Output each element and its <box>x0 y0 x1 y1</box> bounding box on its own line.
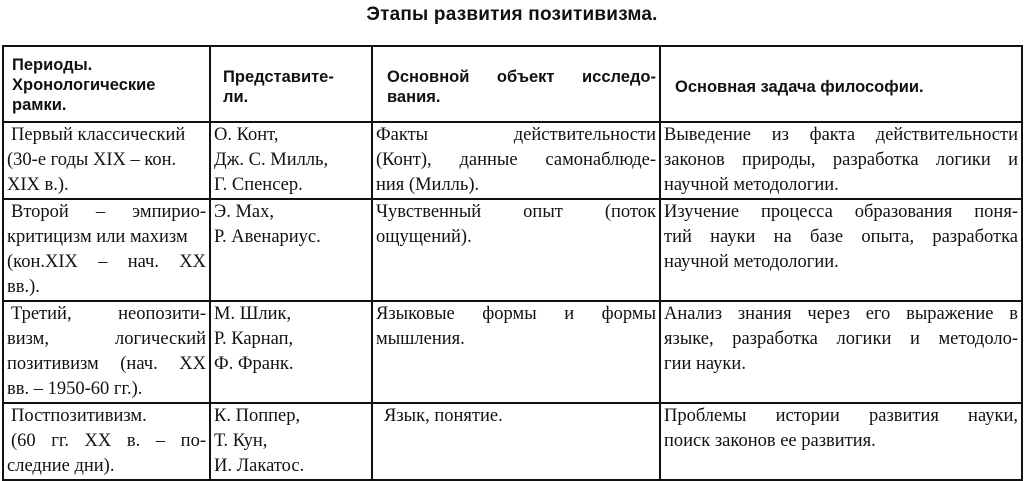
cell-object <box>372 199 660 301</box>
cell-text: Язык, понятие. <box>384 406 503 426</box>
table-row <box>3 122 1022 199</box>
cell-text: позитивизм (нач. XX <box>7 354 206 374</box>
table-header-row <box>3 46 1022 122</box>
cell-text: Третий, неопозити- <box>11 304 206 324</box>
cell-text: вв. – 1950-60 гг.). <box>7 379 143 399</box>
cell-period <box>3 403 210 480</box>
cell-text: (Конт), данные самонаблюде- <box>376 150 656 170</box>
cell-text: (кон.XIX – нач. XX <box>7 252 206 272</box>
cell-text: (30-е годы XIX – кон. <box>7 150 177 170</box>
cell-text: Р. Авенариус. <box>214 227 321 247</box>
header-text: вания. <box>387 88 441 106</box>
cell-text: Первый классический <box>11 125 186 145</box>
cell-text: Т. Кун, <box>214 431 268 451</box>
cell-text: Дж. С. Милль, <box>214 150 329 170</box>
page-title: Этапы развития позитивизма. <box>366 4 658 25</box>
header-text: Основная задача философии. <box>675 78 924 96</box>
header-text: Периоды. <box>12 56 93 74</box>
cell-text: тий науки на базе опыта, разработка <box>664 227 1018 247</box>
cell-task <box>660 301 1022 403</box>
cell-text: ния (Милль). <box>376 175 480 195</box>
cell-text: визм, логический <box>7 329 206 349</box>
cell-text: Анализ знания через его выражение в <box>664 304 1018 324</box>
cell-object <box>372 403 660 480</box>
positivism-stages-table <box>2 45 1023 481</box>
cell-text: К. Поппер, <box>214 406 301 426</box>
cell-text: законов природы, разработка логики и <box>664 150 1018 170</box>
cell-text: Проблемы истории развития науки, <box>664 406 1018 426</box>
header-text: ли. <box>223 88 249 106</box>
cell-representatives <box>210 122 372 199</box>
cell-representatives <box>210 199 372 301</box>
cell-representatives <box>210 403 372 480</box>
cell-text: Изучение процесса образования поня- <box>664 202 1018 222</box>
cell-text: языке, разработка логики и методоло- <box>664 329 1018 349</box>
cell-text: Г. Спенсер. <box>214 175 303 195</box>
table-row <box>3 199 1022 301</box>
cell-task <box>660 199 1022 301</box>
cell-text: научной методологии. <box>664 175 839 195</box>
cell-object <box>372 301 660 403</box>
cell-text: гии науки. <box>664 354 746 374</box>
header-text: Хронологические <box>12 76 156 94</box>
cell-text: научной методологии. <box>664 252 839 272</box>
cell-text: вв.). <box>7 277 40 297</box>
cell-text: Ф. Франк. <box>214 354 294 374</box>
cell-text: Чувственный опыт (поток <box>376 202 656 222</box>
cell-period <box>3 122 210 199</box>
header-object <box>372 46 660 122</box>
cell-text: мышления. <box>376 329 465 349</box>
cell-representatives <box>210 301 372 403</box>
cell-text: Постпозитивизм. <box>11 406 147 426</box>
cell-task <box>660 122 1022 199</box>
cell-text: (60 гг. XX в. – по- <box>11 431 206 451</box>
cell-text: Э. Мах, <box>214 202 274 222</box>
cell-text: поиск законов ее развития. <box>664 431 876 451</box>
cell-period <box>3 301 210 403</box>
cell-object <box>372 122 660 199</box>
header-periods <box>3 46 210 122</box>
cell-text: Выведение из факта действительности <box>664 125 1018 145</box>
cell-text: М. Шлик, <box>214 304 292 324</box>
cell-text: Языковые формы и формы <box>376 304 656 324</box>
table-row <box>3 301 1022 403</box>
cell-text: Второй – эмпирио- <box>11 202 206 222</box>
header-text: Основной объект исследо- <box>387 68 656 86</box>
cell-text: О. Конт, <box>214 125 279 145</box>
header-representatives <box>210 46 372 122</box>
cell-task <box>660 403 1022 480</box>
header-text: Представите- <box>223 68 334 86</box>
cell-text: XIX в.). <box>7 175 69 195</box>
cell-text: ощущений). <box>376 227 472 247</box>
cell-period <box>3 199 210 301</box>
cell-text: И. Лакатос. <box>214 456 305 476</box>
header-text: рамки. <box>12 96 67 114</box>
cell-text: критицизм или махизм <box>7 227 188 247</box>
cell-text: Факты действительности <box>376 125 656 145</box>
header-task <box>660 46 1022 122</box>
cell-text: следние дни). <box>7 456 115 476</box>
cell-text: Р. Карнап, <box>214 329 294 349</box>
table-row <box>3 403 1022 480</box>
